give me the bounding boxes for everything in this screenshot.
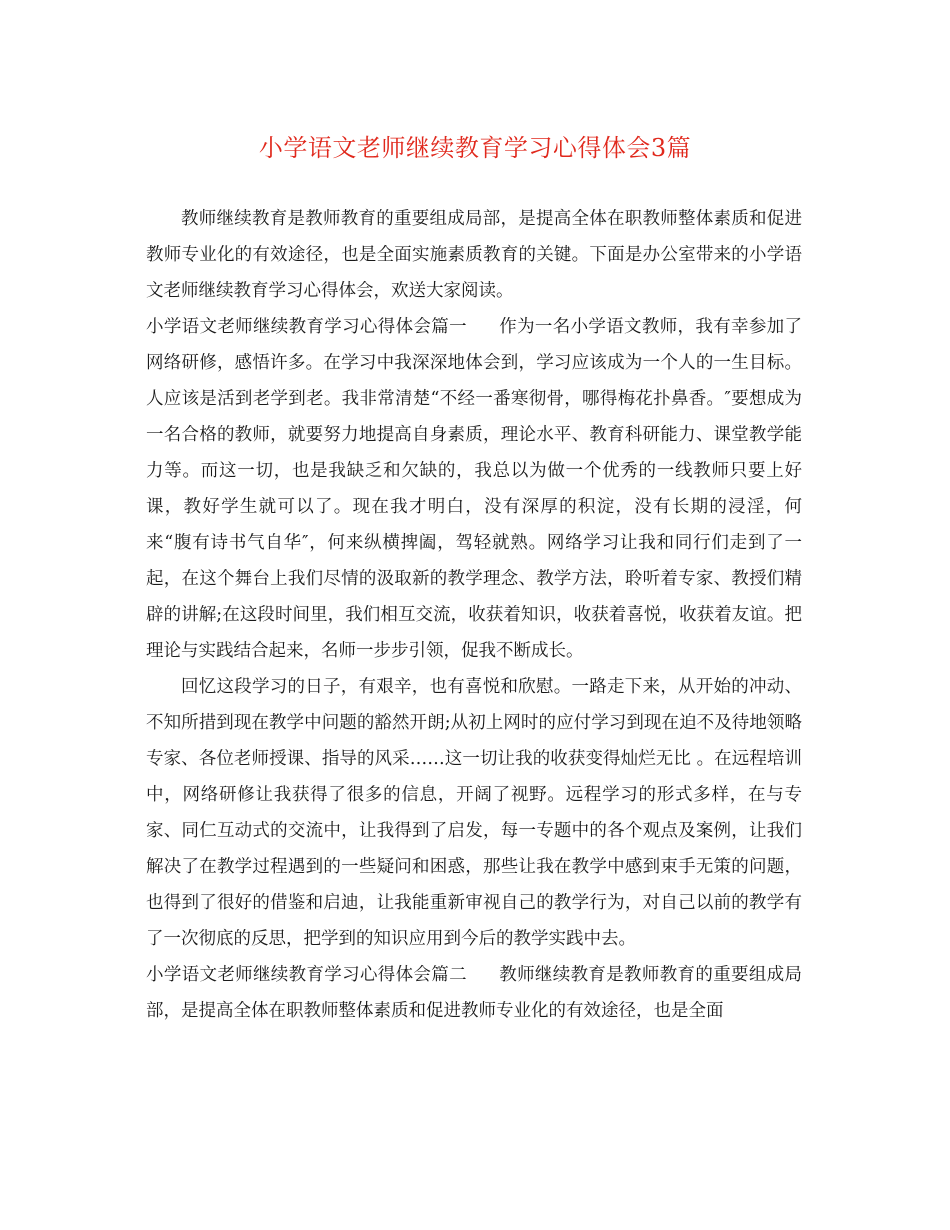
document-title: 小学语文老师继续教育学习心得体会3篇 [258,134,692,162]
section-2-heading: 小学语文老师继续教育学习心得体会篇二 [146,965,467,985]
section-1-paragraph [146,309,802,669]
section-1-paragraph-2: 回忆这段学习的日子，有艰辛，也有喜悦和欣慰。一路走下来，从开始的冲动、不知所措到现在教学中问题的豁然开朗;从初上网时的应付学习到现在迫不及待地领略专家、各位老师授课、指导的风采……这一切让我的收获变得灿烂无比 。在远程培训中，网络研修让我获得了很多的信息，开阔了视野。远程学习的形式多样，在与专家、同仁互动式的交流中，让我得到了启发，每一专题中的各个观点及案例，让我们解决了在教学过程遇到的一些疑问和困惑，那些让我在教学中感到束手无策的问题，也得到了很好的借鉴和启迪，让我能重新审视自己的教学行为，对自己以前的教学有了一次彻底的反思，把学到的知识应用到今后的教学实践中去。 [146,677,802,949]
document-body [146,201,802,1029]
section-2-text: 教师继续教育是教师教育的重要组成局部，是提高全体在职教师整体素质和促进教师专业化的有效途径，也是全面 [146,965,803,1021]
section-1-text: 作为一名小学语文教师，我有幸参加了网络研修，感悟许多。在学习中我深深地体会到，学习应该成为一个人的一生目标。人应该是活到老学到老。我非常清楚“不经一番寒彻骨，哪得梅花扑鼻香。″要想成为一名合格的教师，就要努力地提高自身素质，理论水平、教育科研能力、课堂教学能力等。而这一切，也是我缺乏和欠缺的，我总以为做一个优秀的一线教师只要上好课，教好学生就可以了。现在我才明白，没有深厚的积淀，没有长期的浸淫，何来“腹有诗书气自华″，何来纵横捭阖，驾轻就熟。网络学习让我和同行们走到了一起，在这个舞台上我们尽情的汲取新的教学理念、教学方法，聆听着专家、教授们精辟的讲解;在这段时间里，我们相互交流，收获着知识，收获着喜悦，收获着友谊。把理论与实践结合起来，名师一步步引领，促我不断成长。 [146,317,803,661]
section-2-paragraph [146,957,802,1029]
section-1-heading: 小学语文老师继续教育学习心得体会篇一 [146,317,467,337]
intro-paragraph: 教师继续教育是教师教育的重要组成局部，是提高全体在职教师整体素质和促进教师专业化的有效途径，也是全面实施素质教育的关键。下面是办公室带来的小学语文老师继续教育学习心得体会，欢送大家阅读。 [146,209,802,301]
